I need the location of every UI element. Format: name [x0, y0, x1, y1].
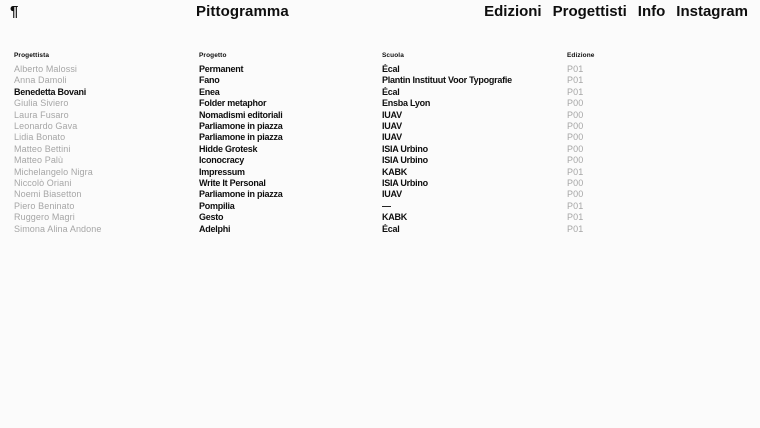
scuola-cell: IUAV: [382, 132, 402, 143]
column-header-edizione: Edizione: [567, 52, 595, 59]
edizione-cell: P00: [567, 178, 584, 189]
column-header-progettista: Progettista: [14, 52, 50, 59]
edizione-cell: P01: [567, 166, 584, 177]
scuola-cell: KABK: [382, 212, 407, 223]
table-row[interactable]: [14, 155, 748, 166]
scuola-cell: IUAV: [382, 189, 402, 200]
site-header: [0, 0, 760, 28]
progettista-cell[interactable]: Ruggero Magri: [14, 212, 75, 223]
progetto-cell: Nomadismi editoriali: [199, 109, 283, 120]
progetto-cell: Iconocracy: [199, 155, 245, 166]
table-row[interactable]: [14, 189, 748, 200]
table-row[interactable]: [14, 144, 748, 155]
progetto-cell: Parliamone in piazza: [199, 132, 283, 143]
table-row[interactable]: [14, 167, 748, 178]
progetto-cell: Pompilia: [199, 200, 235, 211]
table-row[interactable]: [14, 132, 748, 143]
nav-item-progettisti[interactable]: Progettisti: [552, 3, 627, 20]
progetto-cell: Enea: [199, 86, 220, 97]
column-header-progetto: Progetto: [199, 52, 227, 59]
edizione-cell: P01: [567, 212, 584, 223]
main-nav: [484, 4, 748, 20]
scuola-cell: ISIA Urbino: [382, 143, 428, 154]
progettista-cell[interactable]: Matteo Bettini: [14, 143, 71, 154]
progettista-cell[interactable]: Matteo Palù: [14, 155, 64, 166]
progettista-cell[interactable]: Michelangelo Nigra: [14, 166, 93, 177]
scuola-cell: Écal: [382, 64, 400, 74]
table-row[interactable]: [14, 98, 748, 109]
progettista-cell[interactable]: Lidia Bonato: [14, 132, 66, 143]
scuola-cell: KABK: [382, 166, 407, 177]
table-header-row: [14, 52, 748, 60]
edizione-cell: P00: [567, 155, 584, 166]
site-title[interactable]: Pittogramma: [196, 3, 289, 20]
progetto-cell: Gesto: [199, 212, 224, 223]
progetto-cell: Impressum: [199, 166, 245, 177]
scuola-cell: Ensba Lyon: [382, 98, 431, 109]
pilcrow-logo-icon[interactable]: ¶: [10, 3, 19, 20]
edizione-cell: P01: [567, 86, 584, 97]
progettista-cell[interactable]: Giulia Siviero: [14, 98, 69, 109]
column-header-scuola: Scuola: [382, 52, 404, 59]
edizione-cell: P00: [567, 143, 584, 154]
scuola-cell: IUAV: [382, 121, 402, 132]
progetto-cell: Hidde Grotesk: [199, 143, 258, 154]
progetto-cell: Fano: [199, 75, 220, 86]
progettista-cell[interactable]: Noemi Biasetton: [14, 189, 82, 200]
edizione-cell: P00: [567, 109, 584, 120]
scuola-cell: Plantin Instituut Voor Typografie: [382, 75, 512, 86]
progettista-cell[interactable]: Niccolò Oriani: [14, 178, 72, 189]
progetto-cell: Permanent: [199, 64, 244, 74]
table-row[interactable]: [14, 75, 748, 86]
progettista-cell[interactable]: Simona Alina Andone: [14, 223, 102, 234]
scuola-cell: ISIA Urbino: [382, 155, 428, 166]
table-rows: [14, 64, 748, 235]
edizione-cell: P01: [567, 223, 584, 234]
progetto-cell: Adelphi: [199, 223, 231, 234]
edizione-cell: P00: [567, 121, 584, 132]
scuola-cell: IUAV: [382, 109, 402, 120]
progettista-cell[interactable]: Anna Damoli: [14, 75, 67, 86]
nav-item-info[interactable]: Info: [637, 3, 666, 20]
table-row[interactable]: [14, 110, 748, 121]
table-row[interactable]: [14, 87, 748, 98]
table-row[interactable]: [14, 64, 748, 75]
table-row[interactable]: [14, 178, 748, 189]
progettista-cell[interactable]: Benedetta Bovani: [14, 86, 87, 97]
scuola-cell: Écal: [382, 86, 400, 97]
edizione-cell: P01: [567, 200, 584, 211]
edizione-cell: P00: [567, 98, 584, 109]
table-row[interactable]: [14, 201, 748, 212]
scuola-cell: Écal: [382, 223, 400, 234]
edizione-cell: P01: [567, 64, 584, 74]
projects-table: [14, 52, 748, 235]
progettista-cell[interactable]: Leonardo Gava: [14, 121, 78, 132]
edizione-cell: P00: [567, 189, 584, 200]
scuola-cell: ISIA Urbino: [382, 178, 428, 189]
table-row[interactable]: [14, 212, 748, 223]
progettista-cell[interactable]: Laura Fusaro: [14, 109, 69, 120]
progetto-cell: Folder metaphor: [199, 98, 267, 109]
table-row[interactable]: [14, 224, 748, 235]
scuola-cell: —: [382, 200, 391, 211]
progettista-cell[interactable]: Piero Beninato: [14, 200, 75, 211]
edizione-cell: P00: [567, 132, 584, 143]
progetto-cell: Parliamone in piazza: [199, 189, 283, 200]
table-row[interactable]: [14, 121, 748, 132]
progetto-cell: Write It Personal: [199, 178, 266, 189]
edizione-cell: P01: [567, 75, 584, 86]
progetto-cell: Parliamone in piazza: [199, 121, 283, 132]
nav-item-instagram[interactable]: Instagram: [676, 3, 748, 20]
progettista-cell[interactable]: Alberto Malossi: [14, 64, 78, 74]
nav-item-edizioni[interactable]: Edizioni: [484, 3, 542, 20]
